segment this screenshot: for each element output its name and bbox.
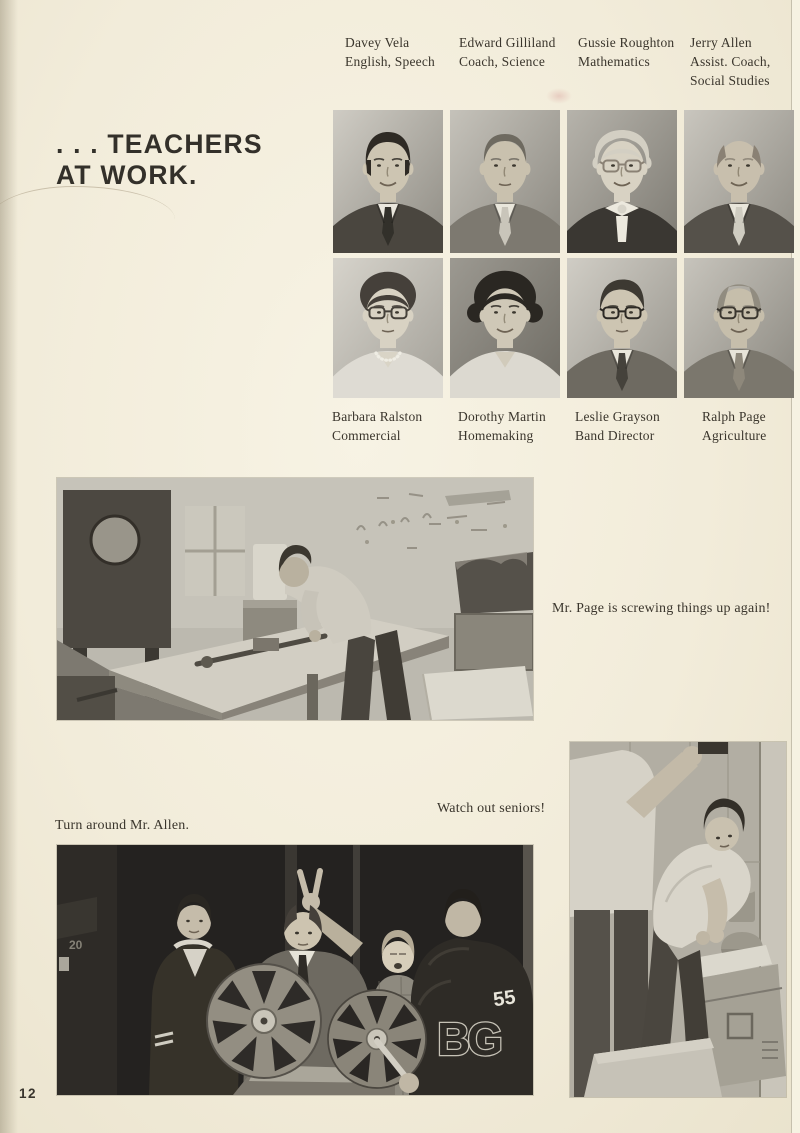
teacher-subject: Assist. Coach, Social Studies <box>690 54 771 89</box>
caption-ralph-page <box>702 407 794 445</box>
page-title-line1: . . . TEACHERS <box>56 129 263 159</box>
caption-dorothy-martin <box>458 407 570 445</box>
page-title <box>56 129 263 191</box>
caption-davey-vela <box>345 33 457 71</box>
teacher-subject: English, Speech <box>345 54 435 70</box>
teacher-name: Edward Gilliland <box>459 35 556 50</box>
jersey-number-text: 55 <box>491 986 517 1012</box>
teacher-subject: Band Director <box>575 428 655 444</box>
workshop-caption: Mr. Page is screwing things up again! <box>552 601 771 616</box>
portrait-gussie-roughton <box>567 110 677 253</box>
jacket-number-text: 20 <box>69 938 83 952</box>
teacher-subject: Mathematics <box>578 54 650 70</box>
portrait-ralph-page <box>684 258 794 398</box>
teacher-name: Jerry Allen <box>690 35 752 50</box>
teacher-name: Gussie Roughton <box>578 35 675 50</box>
portrait-edward-gilliland <box>450 110 560 253</box>
seniors-caption: Watch out seniors! <box>437 801 546 816</box>
portrait-leslie-grayson <box>567 258 677 398</box>
teacher-name: Leslie Grayson <box>575 409 660 424</box>
portrait-barbara-ralston <box>333 258 443 398</box>
portrait-davey-vela <box>333 110 443 253</box>
page-edge-shadow <box>0 0 18 1133</box>
caption-jerry-allen <box>690 33 794 90</box>
allen-caption: Turn around Mr. Allen. <box>55 818 190 833</box>
faculty-portrait-grid <box>333 110 794 398</box>
teacher-subject: Homemaking <box>458 428 534 444</box>
portrait-dorothy-martin <box>450 258 560 398</box>
scan-artifact <box>0 186 175 223</box>
jacket-monogram-text: BG <box>437 1013 500 1065</box>
page-number: 12 <box>19 1086 38 1101</box>
boxes-photo <box>570 742 786 1097</box>
page-title-line2: AT WORK. <box>56 160 198 190</box>
teacher-subject: Agriculture <box>702 428 767 444</box>
scan-artifact <box>546 88 572 104</box>
caption-leslie-grayson <box>575 407 685 445</box>
caption-barbara-ralston <box>332 407 450 445</box>
teacher-name: Davey Vela <box>345 35 410 50</box>
teacher-subject: Coach, Science <box>459 54 546 70</box>
caption-edward-gilliland <box>459 33 575 71</box>
teacher-subject: Commercial <box>332 428 401 444</box>
teacher-name: Barbara Ralston <box>332 409 423 424</box>
caption-gussie-roughton <box>578 33 688 71</box>
film-reel-left <box>207 964 321 1078</box>
workshop-photo <box>57 478 533 720</box>
teacher-name: Ralph Page <box>702 409 766 424</box>
projector-photo <box>57 845 533 1095</box>
teacher-name: Dorothy Martin <box>458 409 546 424</box>
portrait-jerry-allen <box>684 110 794 253</box>
